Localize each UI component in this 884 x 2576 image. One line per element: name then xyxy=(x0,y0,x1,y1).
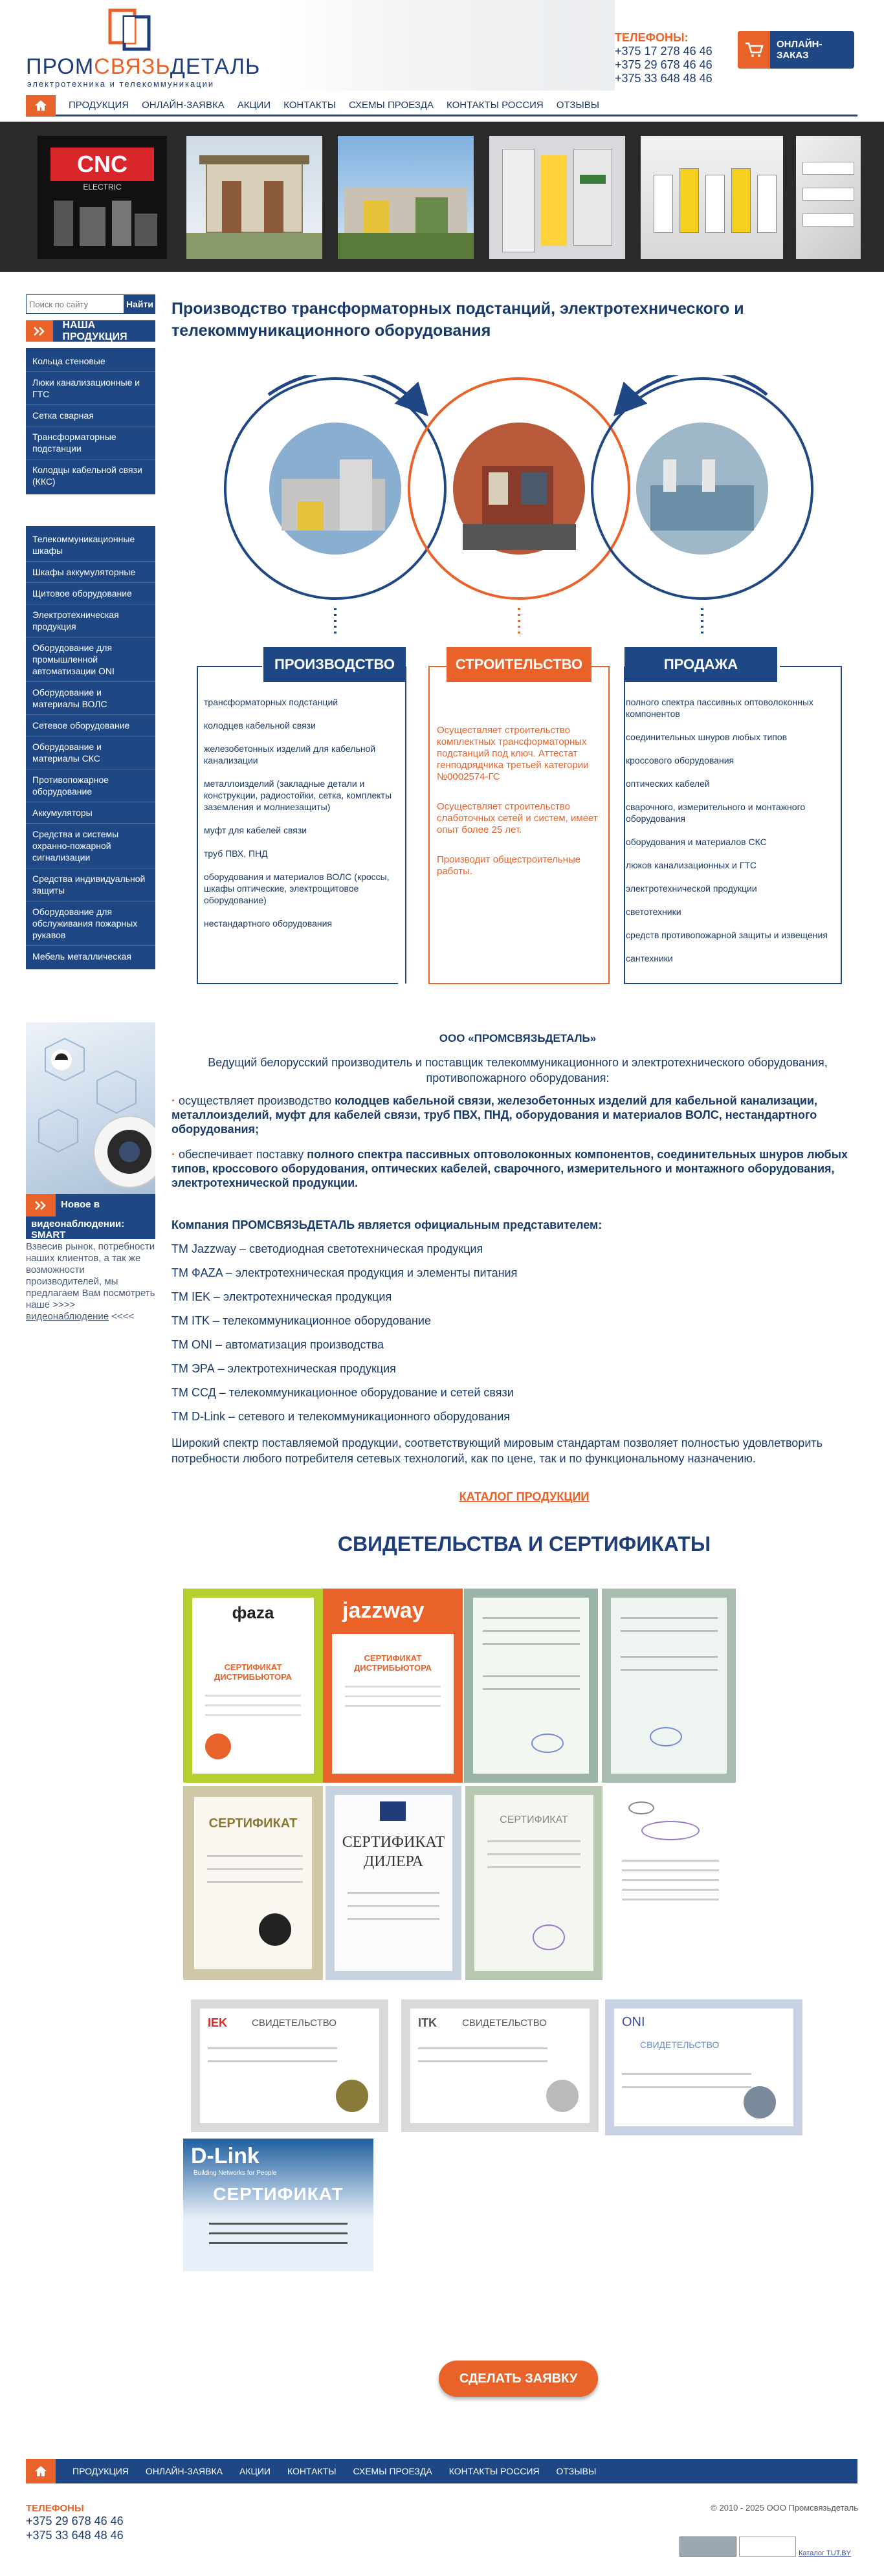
jazzway-logo: jazzway xyxy=(342,1598,425,1623)
certificate-iek[interactable] xyxy=(191,1999,388,2132)
certificate-green-1[interactable] xyxy=(464,1589,598,1783)
construction-item: Осуществляет строительство комплектных трансформаторных подстанций под ключ. Аттестат генподрядчика третьей категории №0002574-ГС xyxy=(437,725,589,782)
make-request-button[interactable]: СДЕЛАТЬ ЗАЯВКУ xyxy=(439,2361,598,2397)
sales-item: электротехнической продукции xyxy=(626,883,757,894)
production-item: металлоизделий (закладные детали и конструкции, радиостойки, сетка, комплекты заземления и молниезащиты) xyxy=(204,778,392,812)
label-production: ПРОИЗВОДСТВО xyxy=(263,647,406,682)
cart-icon xyxy=(738,31,770,69)
menu-item[interactable]: Щитовое оборудование xyxy=(26,583,155,604)
bullet-production-items: колодцев кабельной связи, железобетонных изделий для кабельной канализации, металлоизделий, муфт для кабелей связи, труб ПВХ, ПНД, оборудования и материалов ВОЛС, нестандартного оборудования; xyxy=(171,1094,818,1136)
menu-item[interactable]: Трансформаторные подстанции xyxy=(26,426,155,459)
menu-item[interactable]: Оборудование и материалы ВОЛС xyxy=(26,682,155,715)
footer-nav-online-request[interactable]: ОНЛАЙН-ЗАЯВКА xyxy=(145,2466,223,2476)
copyright: © 2010 - 2025 ООО Промсвязьдеталь xyxy=(711,2503,858,2513)
news-image[interactable] xyxy=(26,1022,155,1194)
itk-logo: ITK xyxy=(418,2016,437,2029)
production-item: оборудования и материалов ВОЛС (кроссы, шкафы оптические, электрощитовое оборудование) xyxy=(204,872,390,905)
nav-online-request[interactable]: ОНЛАЙН-ЗАЯВКА xyxy=(142,100,225,111)
phone-number[interactable]: +375 17 278 46 46 xyxy=(615,45,713,58)
certificate-letter[interactable] xyxy=(606,1786,736,1980)
news-body: Взвесив рынок, потребности наших клиентов, а так же возможности производителей, мы предлагаем Вам посмотреть наше >>>> xyxy=(26,1241,155,1310)
footer-nav-directions[interactable]: СХЕМЫ ПРОЕЗДА xyxy=(353,2466,432,2476)
certificate-dlink[interactable] xyxy=(183,2139,373,2271)
search-button[interactable]: Найти xyxy=(124,294,155,314)
dlink-tagline: Building Networks for People xyxy=(193,2170,277,2177)
footer-phones-title: ТЕЛЕФОНЫ xyxy=(26,2503,84,2514)
cnc-logo: CNC xyxy=(50,148,154,181)
image-slider[interactable] xyxy=(0,122,884,272)
slide-cable-trays xyxy=(796,136,861,259)
phones-title: ТЕЛЕФОНЫ: xyxy=(615,31,689,44)
menu-item[interactable]: Электротехническая продукция xyxy=(26,604,155,637)
production-item: трансформаторных подстанций xyxy=(204,697,338,707)
page-title: Производство трансформаторных подстанций, электротехнического и телекоммуникационного оборудования xyxy=(171,300,744,340)
bullet-supply: · обеспечивает поставку полного спектра пассивных оптоволоконных компонентов, соединительных шнуров любых типов, кроссового оборудования, оптических кабелей, сварочного, измерительного и монтажного оборудования, электротехнической продукции. xyxy=(171,1148,848,1189)
certificate-faza[interactable] xyxy=(183,1589,323,1783)
header-background xyxy=(278,0,615,91)
representative-item: ТМ ONI – автоматизация производства xyxy=(171,1338,384,1351)
bullet-production: · осуществляет производство колодцев кабельной связи, железобетонных изделий для кабельной канализации, металлоизделий, муфт для кабелей связи, труб ПВХ, ПНД, оборудования и материалов ВОЛС, нестандартного оборудования; xyxy=(171,1094,818,1136)
menu-item[interactable]: Средства индивидуальной защиты xyxy=(26,868,155,901)
sales-item: кроссового оборудования xyxy=(626,755,735,765)
certificate-ssd[interactable] xyxy=(183,1786,323,1980)
sales-item: оптических кабелей xyxy=(626,778,710,789)
footer-home-button[interactable] xyxy=(26,2459,56,2483)
main-navigation xyxy=(26,96,857,116)
cnc-subtitle: ELECTRIC xyxy=(83,182,122,192)
representative-item: ТМ D-Link – сетевого и телекоммуникационного оборудования xyxy=(171,1410,510,1423)
iek-certificate-heading: СВИДЕТЕЛЬСТВО xyxy=(252,2018,337,2029)
slide-panels xyxy=(489,136,625,259)
footer-nav-promotions[interactable]: АКЦИИ xyxy=(239,2466,271,2476)
summary-text: Широкий спектр поставляемой продукции, соответствующий мировым стандартам позволяет полностью удовлетворить потребности любого потребителя сетевых технологий, как по цене, так и по функциональному назначению. xyxy=(171,1437,823,1465)
certificate-dealer[interactable] xyxy=(326,1786,461,1980)
header xyxy=(0,0,884,91)
menu-item[interactable]: Сетевое оборудование xyxy=(26,715,155,736)
phone-number[interactable]: +375 33 648 48 46 xyxy=(615,72,713,85)
sales-item: полного спектра пассивных оптоволоконных компонентов xyxy=(626,697,813,719)
menu-item[interactable]: Аккумуляторы xyxy=(26,802,155,824)
slide-cnc xyxy=(38,136,167,259)
faza-certificate-heading: СЕРТИФИКАТ ДИСТРИБЬЮТОРА xyxy=(214,1662,293,1682)
footer-navigation xyxy=(26,2459,857,2483)
menu-item[interactable]: Сетка сварная xyxy=(26,405,155,426)
counters xyxy=(680,2537,854,2562)
search-input[interactable] xyxy=(26,294,124,314)
site-search xyxy=(26,294,155,314)
slide-substation xyxy=(186,136,322,259)
product-menu-secondary xyxy=(26,526,155,969)
menu-item[interactable]: Колодцы кабельной связи (ККС) xyxy=(32,465,142,487)
home-icon xyxy=(34,100,47,111)
production-list xyxy=(204,696,404,941)
certificate-oni[interactable] xyxy=(605,1999,802,2135)
bullet-production-intro: осуществляет производство xyxy=(179,1094,335,1107)
footer-phone-number[interactable]: +375 29 678 46 46 xyxy=(26,2515,124,2527)
footer-phone-number[interactable]: +375 33 648 48 46 xyxy=(26,2529,124,2542)
sales-item: средств противопожарной защиты и извещения xyxy=(626,930,828,940)
services-infographic xyxy=(184,375,845,1009)
faza-logo: фаza xyxy=(232,1603,274,1622)
nav-contacts-russia[interactable]: КОНТАКТЫ РОССИЯ xyxy=(447,100,544,111)
certificate-green-2[interactable] xyxy=(602,1589,736,1783)
representative-item: ТМ ФAZA – электротехническая продукция и элементы питания xyxy=(171,1266,518,1279)
footer-phones xyxy=(26,2503,124,2542)
bullet-supply-items: полного спектра пассивных оптоволоконных компонентов, соединительных шнуров любых типов, кроссового оборудования, оптических кабелей, сварочного, измерительного и монтажного оборудования, электротехнической продукции. xyxy=(171,1148,848,1189)
representative-item: ТМ IEK – электротехническая продукция xyxy=(171,1290,392,1303)
representatives-list xyxy=(171,1242,857,1434)
production-item: труб ПВХ, ПНД xyxy=(204,848,268,859)
representatives-title: Компания ПРОМСВЯЗЬДЕТАЛЬ является официальным представителем: xyxy=(171,1218,602,1231)
slide-breakers xyxy=(641,136,783,259)
header-phones xyxy=(615,31,731,85)
footer-nav-reviews[interactable]: ОТЗЫВЫ xyxy=(556,2466,597,2476)
product-menu-primary xyxy=(26,348,155,494)
certificate-itk[interactable] xyxy=(401,1999,599,2132)
itk-certificate-heading: СВИДЕТЕЛЬСТВО xyxy=(462,2018,547,2029)
bullet-supply-intro: обеспечивает поставку xyxy=(179,1148,307,1161)
dealer-certificate-subheading: ДИЛЕРА xyxy=(363,1853,424,1870)
representative-item: ТМ ITK – телекоммуникационное оборудование xyxy=(171,1314,432,1327)
footer-nav-products[interactable]: ПРОДУКЦИЯ xyxy=(72,2466,129,2476)
online-order-button[interactable] xyxy=(738,31,854,69)
menu-item[interactable]: Кольца стеновые xyxy=(26,351,155,372)
certificate-jazzway[interactable] xyxy=(323,1589,463,1783)
sales-item: светотехники xyxy=(626,907,681,917)
logo-icon xyxy=(97,8,162,53)
news-title-line-1: Новое в xyxy=(61,1199,100,1210)
representative-item: ТМ ЭРА – электротехническая продукция xyxy=(171,1362,396,1375)
phone-number[interactable]: +375 29 678 46 46 xyxy=(615,58,713,71)
sales-item: соединительных шнуров любых типов xyxy=(626,732,788,742)
double-chevron-icon xyxy=(26,1194,56,1216)
online-order-label: ОНЛАЙН-ЗАКАЗ xyxy=(776,39,823,61)
company-title: ООО «ПРОМСВЯЗЬДЕТАЛЬ» xyxy=(439,1032,597,1044)
camera-illustration xyxy=(26,1022,155,1194)
company-subtitle: Ведущий белорусский производитель и поставщик телекоммуникационного и электротехнического оборудования, противопожарного оборудования: xyxy=(208,1056,828,1084)
news-link-tail: <<<< xyxy=(109,1311,135,1322)
products-heading[interactable] xyxy=(26,320,155,342)
nav-products[interactable]: ПРОДУКЦИЯ xyxy=(69,100,129,111)
double-chevron-icon xyxy=(26,320,53,342)
news-title-line-2: видеонаблюдении: SMART xyxy=(31,1218,125,1240)
menu-item[interactable]: Средства и системы охранно-пожарной сигнализации xyxy=(26,824,155,868)
menu-item[interactable]: Мебель металлическая xyxy=(32,951,132,962)
catalog-link[interactable]: КАТАЛОГ ПРОДУКЦИИ xyxy=(459,1490,590,1503)
menu-item[interactable]: Оборудование для промышленной автоматизации ONI xyxy=(26,637,155,682)
home-button[interactable] xyxy=(26,95,56,116)
production-item: железобетонных изделий для кабельной канализации xyxy=(204,743,376,765)
iek-logo: IEK xyxy=(208,2016,228,2029)
oni-certificate-heading: СВИДЕТЕЛЬСТВО xyxy=(640,2040,720,2050)
sales-item: сварочного, измерительного и монтажного оборудования xyxy=(626,802,806,824)
menu-item[interactable]: Телекоммуникационные шкафы xyxy=(26,529,155,562)
menu-item[interactable]: Шкафы аккумуляторные xyxy=(26,562,155,583)
dlink-certificate-heading: СЕРТИФИКАТ xyxy=(213,2184,344,2204)
production-item: колодцев кабельной связи xyxy=(204,720,316,731)
nav-directions[interactable]: СХЕМЫ ПРОЕЗДА xyxy=(349,100,434,111)
gray-certificate-heading: СЕРТИФИКАТ xyxy=(500,1814,568,1825)
logo-title: ПРОМСВЯЗЬДЕТАЛЬ xyxy=(26,54,261,79)
representative-item: ТМ Jazzway – светодиодная светотехническая продукция xyxy=(171,1242,483,1255)
representative-item: ТМ ССД – телекоммуникационное оборудование и сетей связи xyxy=(171,1386,514,1399)
logo-subtitle: электротехника и телекоммуникации xyxy=(27,79,215,89)
home-icon xyxy=(34,2465,47,2477)
menu-item[interactable]: Противопожарное оборудование xyxy=(26,769,155,802)
news-heading[interactable] xyxy=(26,1194,155,1239)
products-heading-label: НАША ПРОДУКЦИЯ xyxy=(62,319,127,342)
construction-item: Производит общестроительные работы. xyxy=(437,854,581,877)
label-sales: ПРОДАЖА xyxy=(624,647,777,682)
menu-item[interactable]: Оборудование для обслуживания пожарных рукавов xyxy=(26,901,155,946)
slide-yard xyxy=(338,136,474,259)
ssd-certificate-heading: СЕРТИФИКАТ xyxy=(208,1816,298,1831)
menu-item[interactable]: Люки канализационные и ГТС xyxy=(26,372,155,405)
label-construction: СТРОИТЕЛЬСТВО xyxy=(447,647,591,682)
news-text xyxy=(26,1241,155,1323)
dealer-certificate-heading: СЕРТИФИКАТ xyxy=(342,1834,445,1851)
stats-counter[interactable] xyxy=(680,2537,736,2557)
menu-item[interactable]: Оборудование и материалы СКС xyxy=(26,736,155,769)
certificate-gray[interactable] xyxy=(465,1786,602,1980)
sales-item: сантехники xyxy=(626,953,673,963)
nav-reviews[interactable]: ОТЗЫВЫ xyxy=(556,100,600,111)
sales-item: люков канализационных и ГТС xyxy=(626,860,757,870)
sales-list xyxy=(626,696,843,976)
stats-counter[interactable] xyxy=(739,2537,796,2557)
construction-item: Осуществляет строительство слаботочных сетей и систем, имеет опыт более 25 лет. xyxy=(437,801,598,835)
construction-list xyxy=(437,725,602,896)
certificates-title: СВИДЕТЕЛЬСТВА И СЕРТИФИКАТЫ xyxy=(337,1532,711,1556)
news-link[interactable]: видеонаблюдение xyxy=(26,1311,109,1322)
jazzway-certificate-heading: СЕРТИФИКАТ ДИСТРИБЬЮТОРА xyxy=(353,1653,432,1673)
logo[interactable] xyxy=(26,8,261,89)
production-item: муфт для кабелей связи xyxy=(204,825,307,835)
nav-promotions[interactable]: АКЦИИ xyxy=(237,100,271,111)
dlink-logo: D-Link xyxy=(191,2144,260,2168)
tutby-catalog-link[interactable]: Каталог TUT.BY xyxy=(799,2549,851,2557)
production-item: нестандартного оборудования xyxy=(204,918,333,929)
footer-nav-contacts[interactable]: КОНТАКТЫ xyxy=(287,2466,337,2476)
footer-nav-contacts-russia[interactable]: КОНТАКТЫ РОССИЯ xyxy=(448,2466,540,2476)
sales-item: оборудования и материалов СКС xyxy=(626,837,767,847)
nav-contacts[interactable]: КОНТАКТЫ xyxy=(283,100,337,111)
oni-logo: ONI xyxy=(622,2015,645,2029)
